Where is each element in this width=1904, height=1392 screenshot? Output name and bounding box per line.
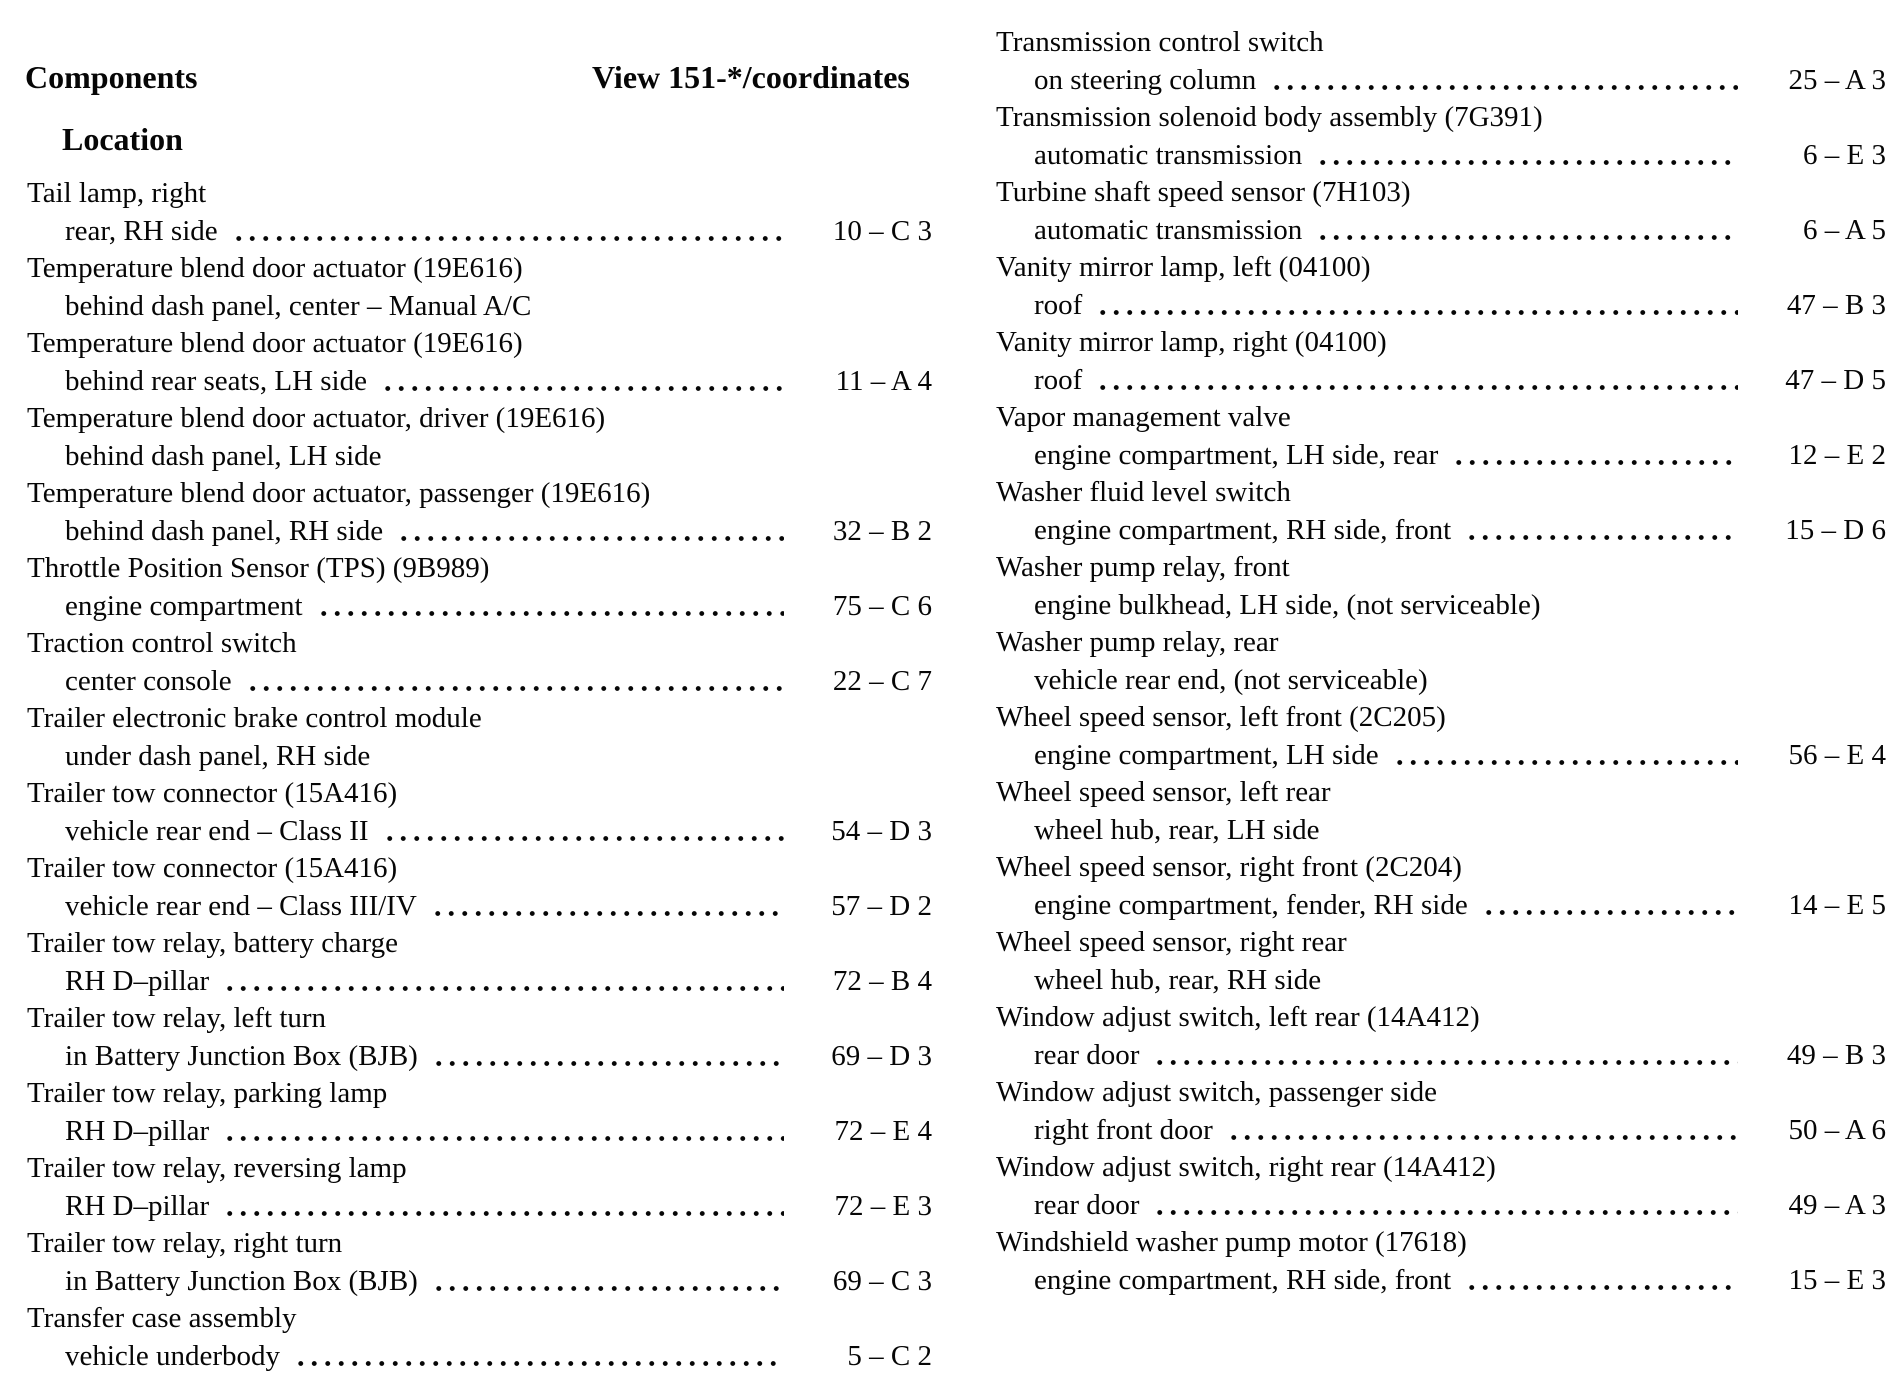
grid-coordinate: 57 – D 2 bbox=[831, 889, 932, 922]
component-entry bbox=[996, 849, 1886, 924]
component-name: Vanity mirror lamp, left (04100) bbox=[996, 251, 1371, 283]
component-entry bbox=[996, 24, 1886, 99]
index-column-right bbox=[996, 24, 1886, 1299]
component-location: engine compartment, LH side, rear bbox=[1034, 438, 1439, 471]
grid-coordinate: 6 – E 3 bbox=[1803, 138, 1886, 171]
component-location-row bbox=[27, 588, 932, 626]
component-location: roof bbox=[1034, 363, 1083, 396]
component-location: engine compartment bbox=[65, 589, 303, 622]
component-location: vehicle rear end – Class III/IV bbox=[65, 889, 417, 922]
component-location: automatic transmission bbox=[1034, 213, 1303, 246]
grid-coordinate: 25 – A 3 bbox=[1788, 63, 1886, 96]
dotted-leader bbox=[397, 534, 784, 543]
grid-coordinate: 5 – C 2 bbox=[847, 1339, 932, 1372]
component-entry bbox=[996, 1074, 1886, 1149]
component-name: Trailer tow relay, parking lamp bbox=[27, 1077, 388, 1109]
component-location: behind dash panel, LH side bbox=[65, 439, 382, 472]
component-entry bbox=[27, 475, 932, 550]
component-location-row bbox=[27, 288, 932, 326]
grid-coordinate: 49 – B 3 bbox=[1786, 1038, 1886, 1071]
component-name: Window adjust switch, right rear (14A412) bbox=[996, 1151, 1496, 1183]
component-name: Wheel speed sensor, left front (2C205) bbox=[996, 701, 1446, 733]
dotted-leader bbox=[431, 909, 784, 918]
component-location-row bbox=[996, 62, 1886, 100]
component-location: right front door bbox=[1034, 1113, 1213, 1146]
grid-coordinate: 72 – E 3 bbox=[834, 1189, 932, 1222]
component-entry bbox=[27, 250, 932, 325]
component-location-row bbox=[27, 738, 932, 776]
component-location-row bbox=[27, 888, 932, 926]
component-location: vehicle underbody bbox=[65, 1339, 281, 1372]
view-coordinates-heading: View 151-*/coordinates bbox=[592, 59, 910, 95]
component-entry bbox=[27, 1300, 932, 1375]
component-entry bbox=[996, 924, 1886, 999]
component-name: Transmission control switch bbox=[996, 26, 1324, 58]
grid-coordinate: 22 – C 7 bbox=[832, 664, 932, 697]
dotted-leader bbox=[432, 1284, 784, 1293]
component-location-row bbox=[996, 437, 1886, 475]
component-location-row bbox=[996, 1037, 1886, 1075]
component-entry bbox=[996, 549, 1886, 624]
component-name: Trailer tow connector (15A416) bbox=[27, 852, 398, 884]
component-entry bbox=[27, 550, 932, 625]
dotted-leader bbox=[1465, 1283, 1738, 1292]
component-location-row bbox=[27, 213, 932, 251]
grid-coordinate: 10 – C 3 bbox=[832, 214, 932, 247]
component-location: rear door bbox=[1034, 1188, 1140, 1221]
component-location: vehicle rear end, (not serviceable) bbox=[1034, 663, 1428, 696]
component-entry bbox=[996, 99, 1886, 174]
component-location-row bbox=[996, 1262, 1886, 1300]
component-name: Turbine shaft speed sensor (7H103) bbox=[996, 176, 1411, 208]
component-location: RH D–pillar bbox=[65, 1189, 210, 1222]
component-name: Vapor management valve bbox=[996, 401, 1291, 433]
component-location-row bbox=[996, 812, 1886, 850]
component-location: RH D–pillar bbox=[65, 1114, 210, 1147]
component-location: engine compartment, fender, RH side bbox=[1034, 888, 1468, 921]
component-entry bbox=[27, 325, 932, 400]
component-location: engine bulkhead, LH side, (not serviceable) bbox=[1034, 588, 1541, 621]
component-location-row bbox=[996, 662, 1886, 700]
grid-coordinate: 49 – A 3 bbox=[1788, 1188, 1886, 1221]
component-entry bbox=[996, 399, 1886, 474]
grid-coordinate: 56 – E 4 bbox=[1788, 738, 1886, 771]
component-entry bbox=[27, 1225, 932, 1300]
dotted-leader bbox=[294, 1359, 784, 1368]
component-location: behind dash panel, RH side bbox=[65, 514, 384, 547]
component-location-row bbox=[996, 362, 1886, 400]
component-location-row bbox=[996, 1112, 1886, 1150]
component-entry bbox=[27, 700, 932, 775]
component-entry bbox=[996, 1224, 1886, 1299]
component-location: center console bbox=[65, 664, 232, 697]
dotted-leader bbox=[1316, 233, 1738, 242]
component-location: on steering column bbox=[1034, 63, 1257, 96]
component-location: rear door bbox=[1034, 1038, 1140, 1071]
component-entry bbox=[27, 775, 932, 850]
component-location-row bbox=[996, 137, 1886, 175]
component-location-row bbox=[996, 212, 1886, 250]
component-name: Trailer electronic brake control module bbox=[27, 702, 482, 734]
component-name: Wheel speed sensor, right front (2C204) bbox=[996, 851, 1462, 883]
component-location: in Battery Junction Box (BJB) bbox=[65, 1264, 418, 1297]
dotted-leader bbox=[1153, 1058, 1738, 1067]
dotted-leader bbox=[1096, 308, 1738, 317]
component-entry bbox=[27, 400, 932, 475]
grid-coordinate: 12 – E 2 bbox=[1788, 438, 1886, 471]
component-entry bbox=[996, 249, 1886, 324]
component-location-row bbox=[996, 587, 1886, 625]
grid-coordinate: 69 – D 3 bbox=[831, 1039, 932, 1072]
component-name: Temperature blend door actuator, passenger (19E616) bbox=[27, 477, 651, 509]
grid-coordinate: 47 – B 3 bbox=[1786, 288, 1886, 321]
component-location: engine compartment, RH side, front bbox=[1034, 1263, 1452, 1296]
component-location-row bbox=[27, 363, 932, 401]
grid-coordinate: 6 – A 5 bbox=[1803, 213, 1886, 246]
component-location-row bbox=[27, 438, 932, 476]
component-name: Wheel speed sensor, right rear bbox=[996, 926, 1347, 958]
dotted-leader bbox=[383, 834, 784, 843]
location-heading: Location bbox=[62, 121, 183, 157]
component-name: Vanity mirror lamp, right (04100) bbox=[996, 326, 1387, 358]
component-location: RH D–pillar bbox=[65, 964, 210, 997]
component-name: Washer pump relay, front bbox=[996, 551, 1290, 583]
dotted-leader bbox=[223, 1209, 784, 1218]
component-entry bbox=[996, 999, 1886, 1074]
dotted-leader bbox=[1452, 458, 1738, 467]
grid-coordinate: 14 – E 5 bbox=[1788, 888, 1886, 921]
dotted-leader bbox=[1153, 1208, 1738, 1217]
component-name: Temperature blend door actuator, driver (19E616) bbox=[27, 402, 606, 434]
grid-coordinate: 54 – D 3 bbox=[831, 814, 932, 847]
component-name: Window adjust switch, passenger side bbox=[996, 1076, 1438, 1108]
dotted-leader bbox=[1270, 83, 1738, 92]
dotted-leader bbox=[1465, 533, 1738, 542]
component-entry bbox=[27, 850, 932, 925]
component-location: rear, RH side bbox=[65, 214, 218, 247]
component-name: Transmission solenoid body assembly (7G391) bbox=[996, 101, 1543, 133]
component-entry bbox=[27, 1150, 932, 1225]
component-name: Windshield washer pump motor (17618) bbox=[996, 1226, 1467, 1258]
dotted-leader bbox=[1316, 158, 1738, 167]
component-entry bbox=[996, 1149, 1886, 1224]
component-entry bbox=[27, 1000, 932, 1075]
component-entry bbox=[996, 774, 1886, 849]
component-name: Wheel speed sensor, left rear bbox=[996, 776, 1331, 808]
grid-coordinate: 11 – A 4 bbox=[835, 364, 932, 397]
component-entry bbox=[27, 175, 932, 250]
components-heading: Components bbox=[25, 59, 198, 95]
component-location-row bbox=[27, 663, 932, 701]
component-location: vehicle rear end – Class II bbox=[65, 814, 369, 847]
component-entry bbox=[996, 699, 1886, 774]
component-entry bbox=[996, 324, 1886, 399]
component-location: engine compartment, LH side bbox=[1034, 738, 1379, 771]
grid-coordinate: 72 – B 4 bbox=[832, 964, 932, 997]
component-name: Trailer tow relay, battery charge bbox=[27, 927, 398, 959]
dotted-leader bbox=[246, 684, 784, 693]
component-name: Trailer tow relay, right turn bbox=[27, 1227, 343, 1259]
grid-coordinate: 75 – C 6 bbox=[832, 589, 932, 622]
component-location-row bbox=[996, 1187, 1886, 1225]
component-location: in Battery Junction Box (BJB) bbox=[65, 1039, 418, 1072]
component-location-row bbox=[996, 287, 1886, 325]
component-location-row bbox=[27, 1113, 932, 1151]
component-name: Trailer tow connector (15A416) bbox=[27, 777, 398, 809]
component-name: Traction control switch bbox=[27, 627, 297, 659]
component-name: Temperature blend door actuator (19E616) bbox=[27, 327, 523, 359]
grid-coordinate: 15 – D 6 bbox=[1785, 513, 1886, 546]
component-location: behind dash panel, center – Manual A/C bbox=[65, 289, 532, 322]
component-location: roof bbox=[1034, 288, 1083, 321]
component-location-row bbox=[996, 887, 1886, 925]
component-name: Temperature blend door actuator (19E616) bbox=[27, 252, 523, 284]
component-location-row bbox=[996, 512, 1886, 550]
component-name: Trailer tow relay, left turn bbox=[27, 1002, 327, 1034]
component-location-row bbox=[27, 1188, 932, 1226]
component-location: wheel hub, rear, RH side bbox=[1034, 963, 1322, 996]
dotted-leader bbox=[432, 1059, 784, 1068]
component-location: behind rear seats, LH side bbox=[65, 364, 367, 397]
component-entry bbox=[27, 625, 932, 700]
component-location: under dash panel, RH side bbox=[65, 739, 371, 772]
component-location-row bbox=[27, 813, 932, 851]
component-location: engine compartment, RH side, front bbox=[1034, 513, 1452, 546]
component-name: Washer fluid level switch bbox=[996, 476, 1291, 508]
component-location: wheel hub, rear, LH side bbox=[1034, 813, 1320, 846]
dotted-leader bbox=[1482, 908, 1738, 917]
component-location: automatic transmission bbox=[1034, 138, 1303, 171]
component-name: Trailer tow relay, reversing lamp bbox=[27, 1152, 407, 1184]
component-location-row bbox=[27, 513, 932, 551]
component-location-row bbox=[27, 1338, 932, 1376]
dotted-leader bbox=[223, 984, 784, 993]
grid-coordinate: 47 – D 5 bbox=[1785, 363, 1886, 396]
component-location-row bbox=[27, 1038, 932, 1076]
component-entry bbox=[27, 1075, 932, 1150]
component-location-row bbox=[996, 737, 1886, 775]
component-name: Washer pump relay, rear bbox=[996, 626, 1279, 658]
dotted-leader bbox=[317, 609, 784, 618]
dotted-leader bbox=[232, 234, 784, 243]
component-location-row bbox=[27, 1263, 932, 1301]
grid-coordinate: 72 – E 4 bbox=[834, 1114, 932, 1147]
component-location-row bbox=[27, 963, 932, 1001]
dotted-leader bbox=[223, 1134, 784, 1143]
index-column-left bbox=[27, 175, 932, 1375]
dotted-leader bbox=[1096, 383, 1738, 392]
component-name: Transfer case assembly bbox=[27, 1302, 297, 1334]
component-name: Tail lamp, right bbox=[27, 177, 207, 209]
component-entry bbox=[996, 624, 1886, 699]
dotted-leader bbox=[1393, 758, 1738, 767]
dotted-leader bbox=[381, 384, 784, 393]
component-name: Throttle Position Sensor (TPS) (9B989) bbox=[27, 552, 490, 584]
component-entry bbox=[996, 174, 1886, 249]
grid-coordinate: 32 – B 2 bbox=[832, 514, 932, 547]
component-entry bbox=[27, 925, 932, 1000]
grid-coordinate: 69 – C 3 bbox=[832, 1264, 932, 1297]
component-name: Window adjust switch, left rear (14A412) bbox=[996, 1001, 1480, 1033]
dotted-leader bbox=[1227, 1133, 1738, 1142]
grid-coordinate: 15 – E 3 bbox=[1788, 1263, 1886, 1296]
grid-coordinate: 50 – A 6 bbox=[1788, 1113, 1886, 1146]
component-location-row bbox=[996, 962, 1886, 1000]
component-entry bbox=[996, 474, 1886, 549]
